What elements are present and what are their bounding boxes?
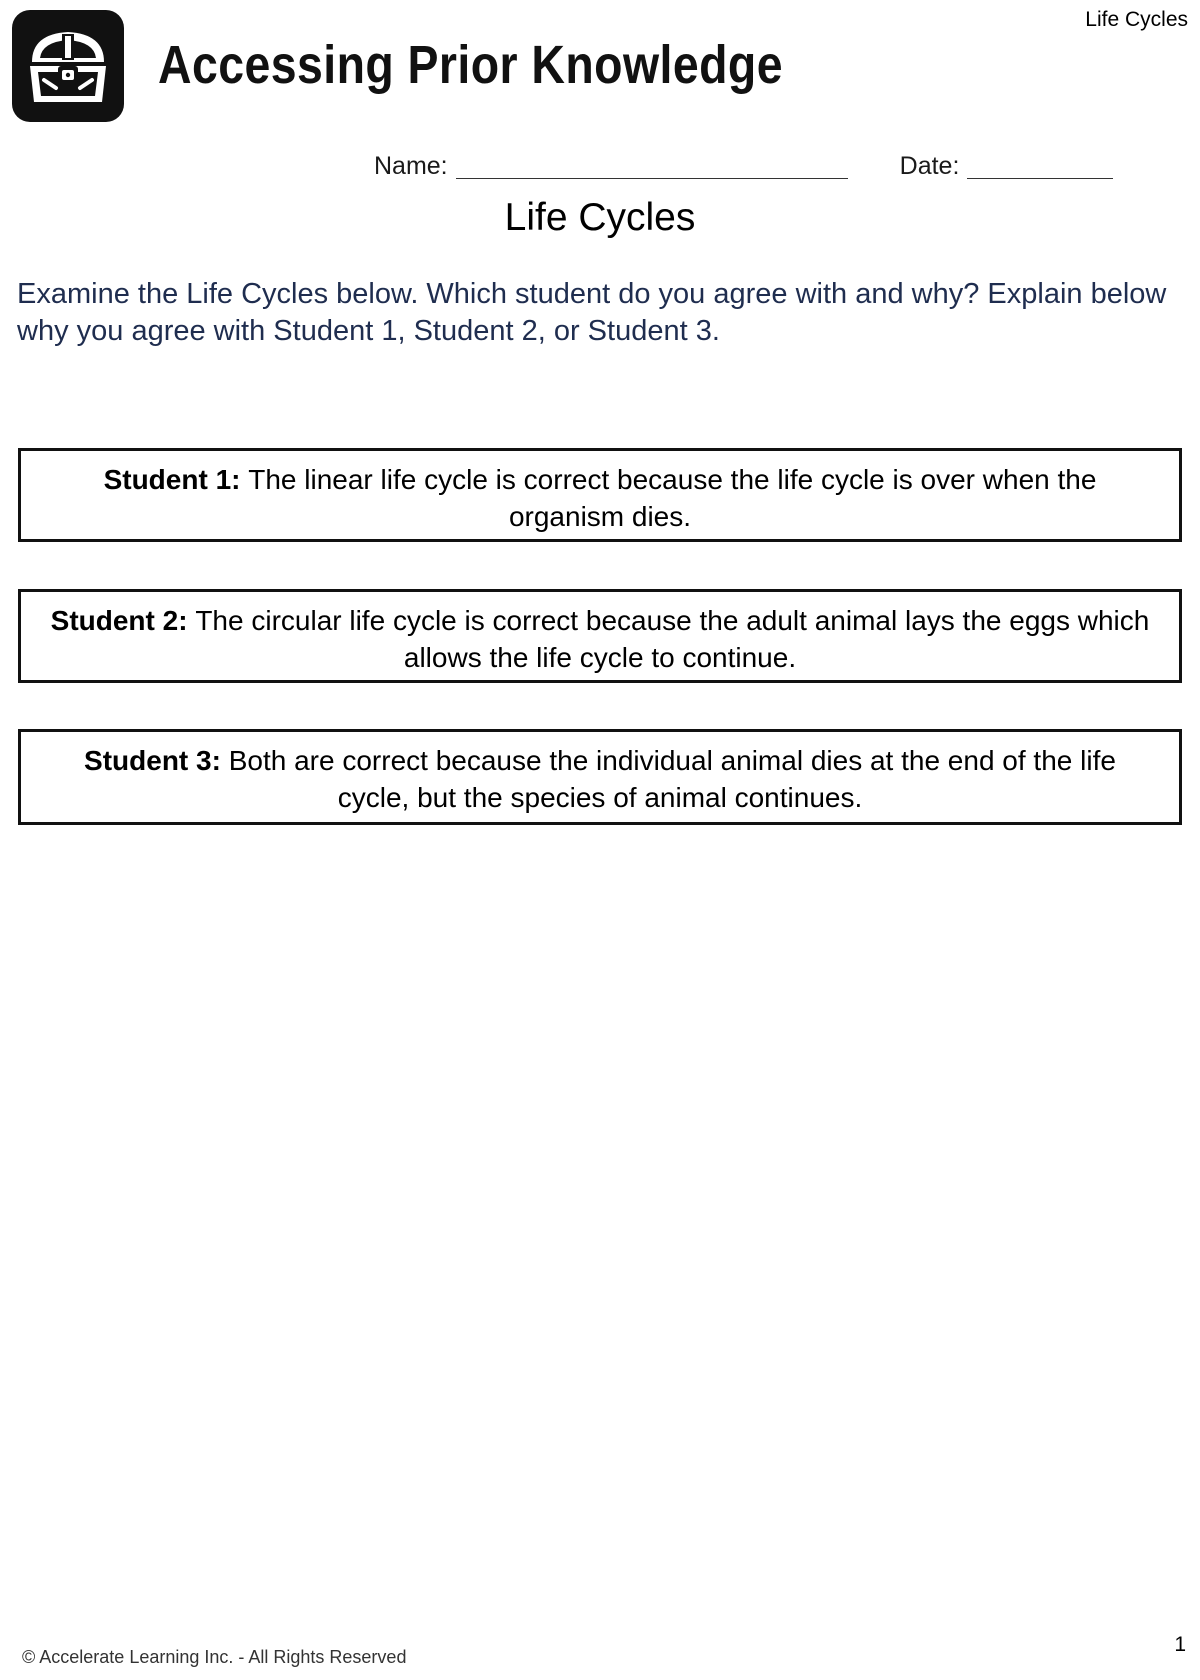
treasure-chest-icon — [12, 10, 124, 122]
date-label: Date: — [899, 152, 960, 180]
student-1-label: Student 1: — [103, 464, 249, 495]
instructions-text: Examine the Life Cycles below. Which student do you agree with and why? Explain below why you agree with Student 1, Student 2, or Student 3. — [17, 278, 1167, 347]
student-2-box — [18, 589, 1182, 683]
student-1-box — [18, 448, 1182, 542]
name-field[interactable] — [456, 150, 848, 179]
page-number: 1 — [1174, 1633, 1186, 1656]
date-field[interactable] — [967, 150, 1113, 179]
student-3-statement: Both are correct because the individual animal dies at the end of the life cycle, but the species of animal continues. — [228, 745, 1116, 813]
worksheet-title: Life Cycles — [504, 196, 696, 239]
name-label: Name: — [374, 152, 448, 180]
student-2-statement: The circular life cycle is correct because the adult animal lays the eggs which allows the life cycle to continue. — [195, 605, 1150, 673]
student-3-label: Student 3: — [84, 745, 229, 776]
student-2-label: Student 2: — [50, 605, 196, 636]
corner-topic-label: Life Cycles — [1085, 8, 1188, 31]
copyright-notice: © Accelerate Learning Inc. - All Rights Reserved — [22, 1647, 407, 1667]
student-1-statement: The linear life cycle is correct because the life cycle is over when the organism dies. — [248, 464, 1097, 532]
banner-title: Accessing Prior Knowledge — [158, 35, 783, 95]
name-date-row — [374, 150, 1113, 181]
student-3-box — [18, 729, 1182, 825]
